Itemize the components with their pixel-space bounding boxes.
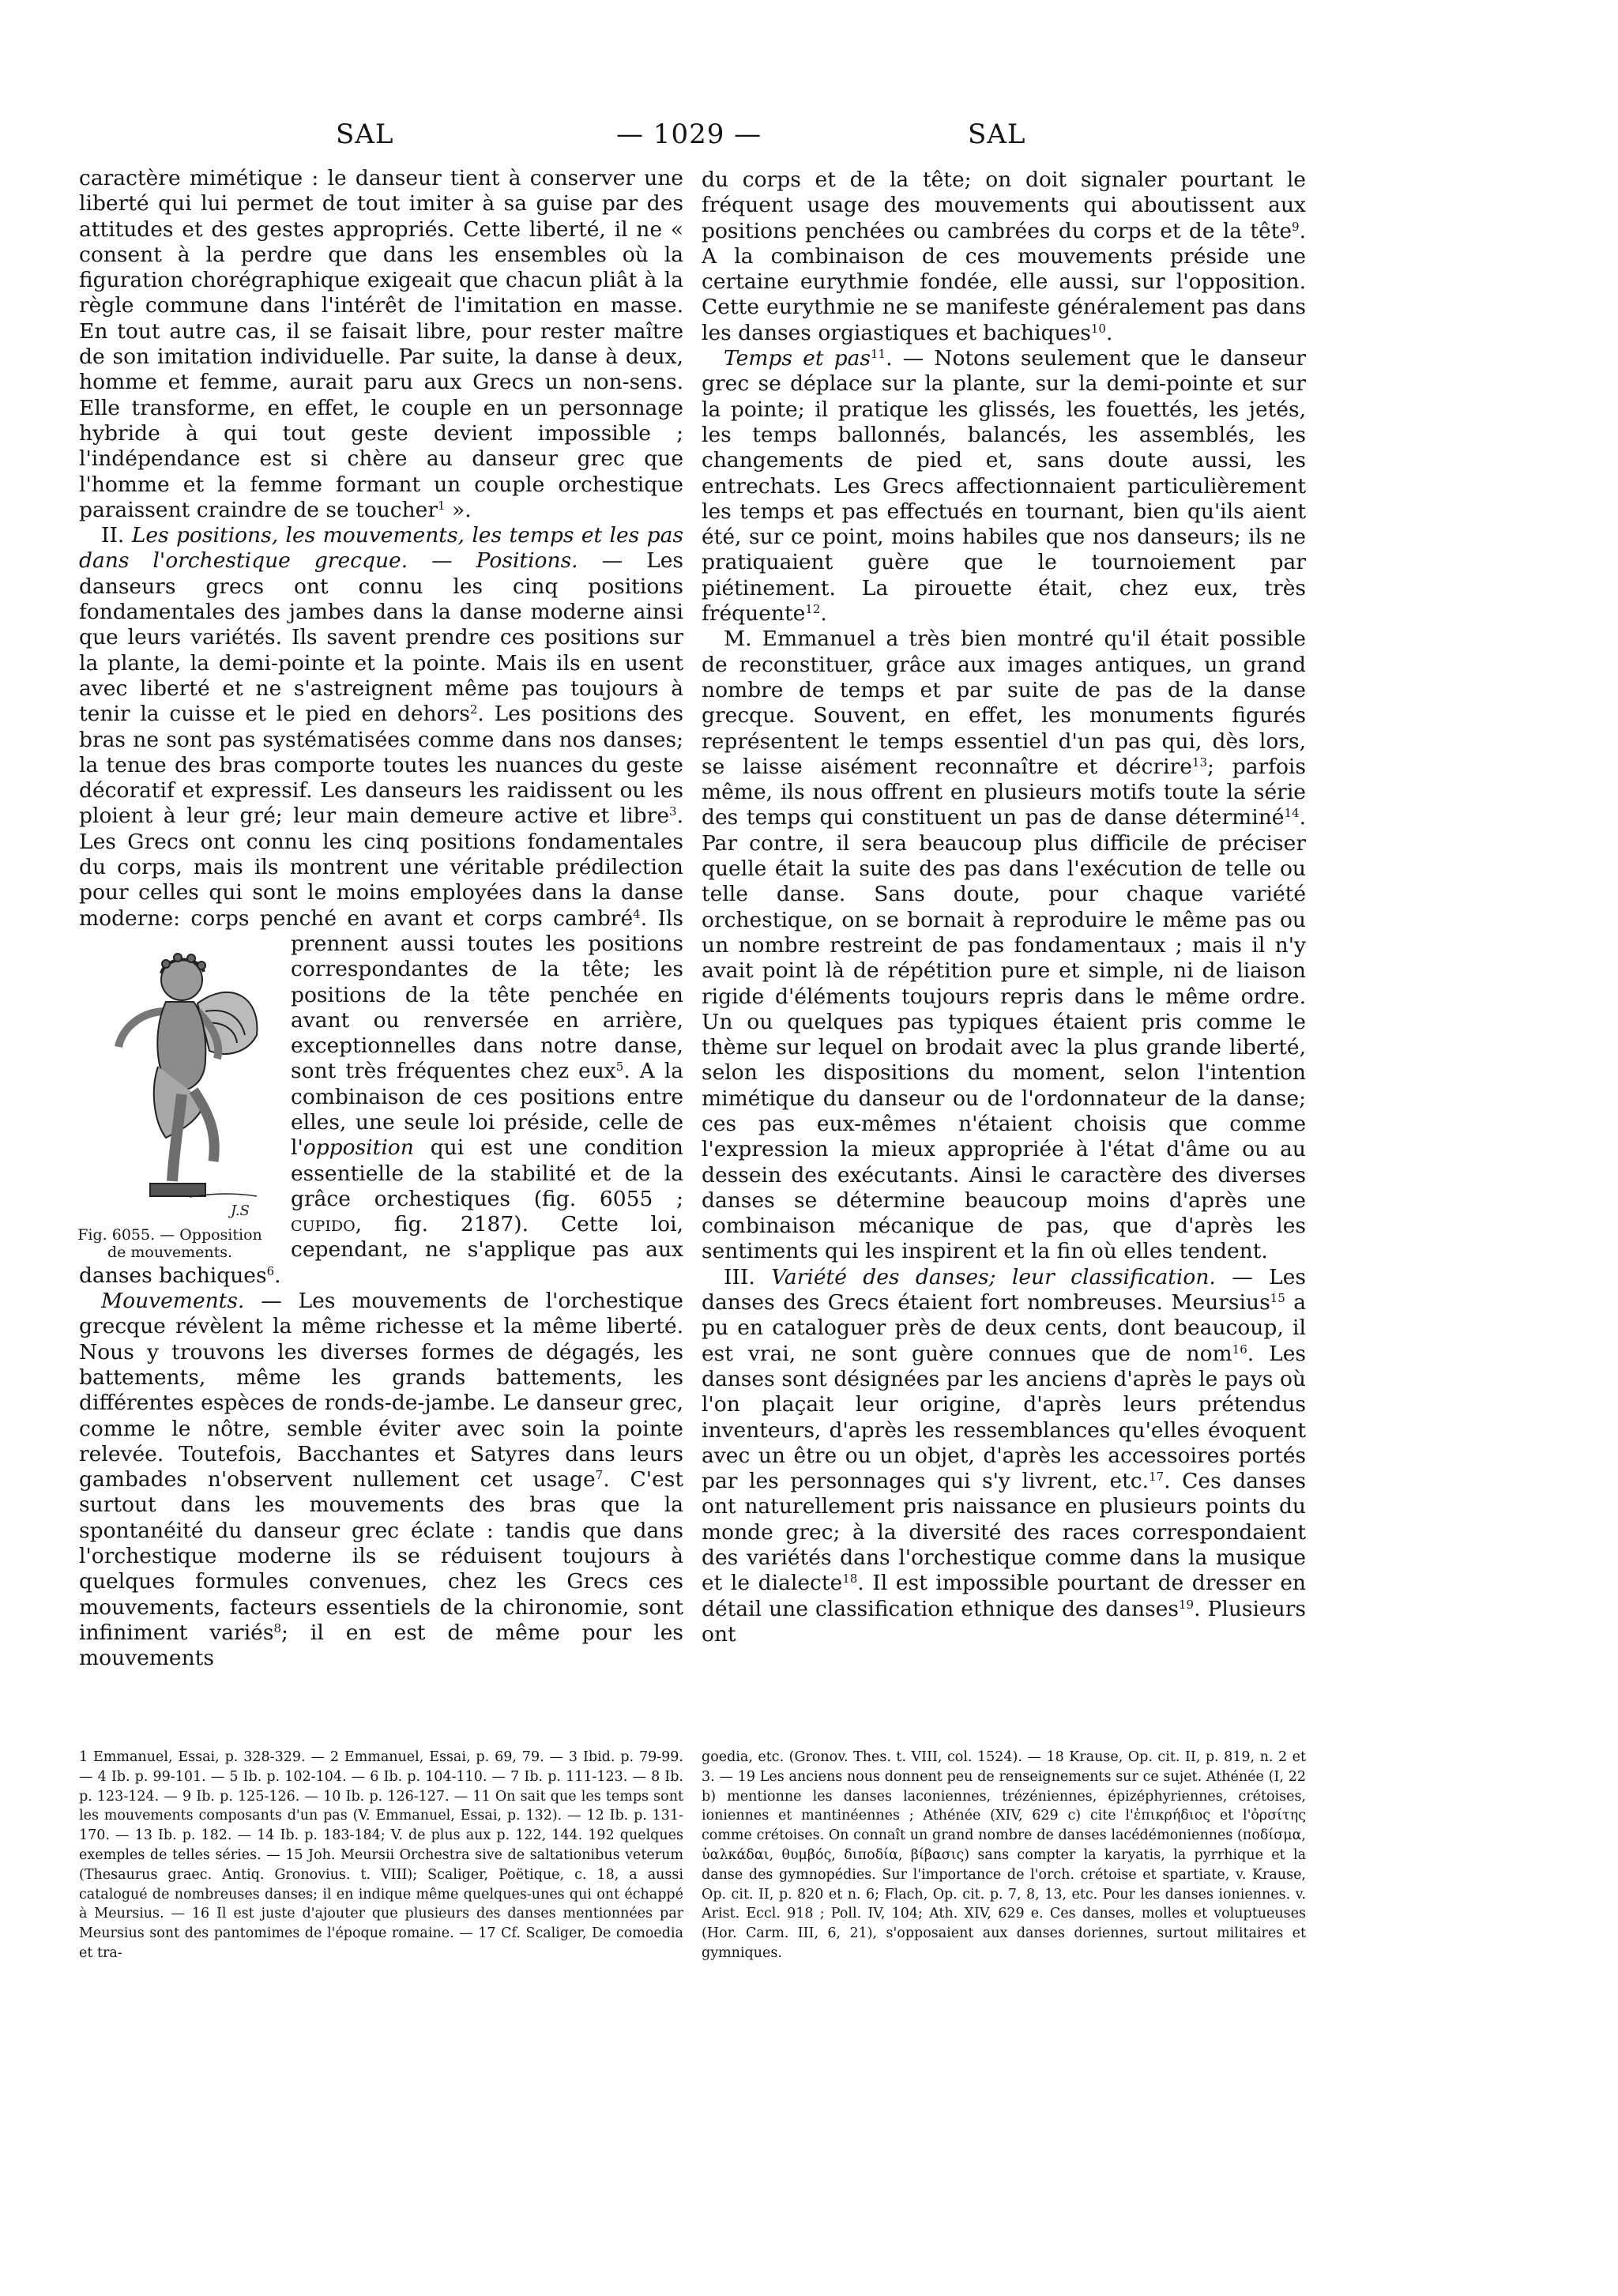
figure-caption: Fig. 6055. — Opposition de mouvements. (77, 1226, 262, 1261)
paragraph-mouvements: Mouvements. — Les mouvements de l'orchestique grecque révèlent la même richesse et la même liberté. Nous y trouvons les diverses formes de dégagés, les battements, même les grands battements, les différentes espèces de ronds-de-jambe. Le danseur grec, comme le nôtre, semble éviter avec soin la pointe relevée. Toutefois, Bacchantes et Satyres dans leurs gambades n'observent nullement cet usage$^7$. C'est surtout dans les mouvements des bras que la spontanéité du danseur grec éclate : tandis que dans l'orchestique moderne ils se réduisent toujours à quelques formules convenues, chez les Grecs ces mouvements, facteurs essentiels de la chironomie, sont infiniment variés$^8$; il en est de même pour les mouvements (79, 1289, 683, 1671)
figure-6055 (79, 932, 277, 1248)
dancing-cupid-illustration (79, 932, 277, 1225)
section-ii: II. Les positions, les mouvements, les temps et les pas dans l'orchestique grecque. — Positions. — Les danseurs grecs ont connu les cinq positions fondamentales des jambes dans la danse moderne ainsi que leurs variétés. Ils savent prendre ces positions sur la plante, la demi-pointe et la pointe. Mais ils en usent avec liberté et ne s'astreignent même pas toujours à tenir la cuisse et le pied en dehors$^2$. Les positions des bras ne sont pas systématisées comme dans nos danses; la tenue des bras comporte toutes les nuances du geste décoratif et expressif. Les danseurs les raidissent ou les ploient à leur gré; leur main demeure active et libre$^3$. Les Grecs ont connu les cinq positions fondamentales du corps, mais ils montrent une véritable prédilection pour celles qui sont le moins employées dans la danse moderne: corps penché en avant et corps cambré $^4$. Ils prennent aussi toutes les positions correspondantes de la tête; les positions de la tête penchée en avant ou renversée en arrière, exceptionnelles dans notre danse, sont très fréquentes chez eux$^5$. A la combinaison de ces positions entre elles, une seule loi préside, celle de l'opposition qui est une condition essentielle de la stabilité et de la grâce orchestiques (fig. 6055 ; cupido, fig. 2187). Cette loi, cependant, ne s'applique pas aux danses bachiques$^6$. (79, 523, 683, 1288)
figure-signature: J.S (231, 1203, 250, 1219)
footnotes-right: goedia, etc. (Gronov. Thes. t. VIII, col. 1524). — 18 Krause, Op. cit. II, p. 819, n. 2 et 3. — 19 Les anciens nous donnent peu de renseignements sur ce sujet. Athénée (I, 22 b) mentionne les danses laconiennes, trézéniennes, épizéphyriennes, crétoises, ioniennes et mantinéennes ; Athénée (XIV, 629 c) cite l'ἐπικρήδιος et l'ὀρσίτης comme crétoises. On connaît un grand nombre de danses lacédémoniennes (ποδίσμα, ὑαλκάδαι, θυμβός, διποδία, βίβασις) sans compter la karyatis, la pyrrhique et la danse des gymnopédies. Sur l'importance de l'orch. crétoise et spartiate, v. Krause, Op. cit. II, p. 820 et n. 6; Flach, Op. cit. p. 7, 8, 13, etc. Pour les danses ioniennes. v. Arist. Eccl. 918 ; Poll. IV, 104; Ath. XIV, 629 e. Ces danses, molles et voluptueuses (Hor. Carm. III, 6, 21), s'opposaient aux danses doriennes, surtout militaires et gymniques. (702, 1749, 1306, 1961)
right-column (702, 167, 1306, 1647)
paragraph: M. Emmanuel a très bien montré qu'il était possible de reconstituer, grâce aux images antiques, un grand nombre de temps et par suite de pas de la danse grecque. Souvent, en effet, les monuments figurés représentent le temps essentiel d'un pas qui, dès lors, se laisse aisément reconnaître et décrire$^{13}$; parfois même, ils nous offrent en plusieurs motifs toute la série des temps qui constituent un pas de danse déterminé$^{14}$. Par contre, il sera beaucoup plus difficile de préciser quelle était la suite des pas dans l'exécution de telle ou telle danse. Sans doute, pour chaque variété orchestique, on se bornait à reproduire le même pas ou un nombre restreint de pas fondamentaux ; mais il n'y avait point là de répétition pure et simple, ni de liaison rigide d'éléments toujours repris dans le même ordre. Un ou quelques pas typiques étaient pris comme le thème sur lequel on brodait avec la plus grande liberté, selon les dispositions du moment, selon l'intention mimétique du danseur ou de l'ordonnateur de la danse; ces pas eux-mêmes n'étaient choisis que comme l'expression la mieux appropriée à l'état d'âme ou au dessein des exécutants. Ainsi le caractère des diverses danses se détermine beaucoup moins d'après une combinaison mécanique de pas, que d'après les sentiments qui les inspirent et la fin où elles tendent. (702, 627, 1307, 1264)
left-column (79, 166, 683, 1672)
section-title: Variété des danses; leur classification. (771, 1264, 1216, 1289)
subsection-title-mouvements: Mouvements. (101, 1289, 245, 1314)
subsection-title-positions: Positions. (476, 548, 578, 574)
paragraph: caractère mimétique : le danseur tient à conserver une liberté qui lui permet de tout imiter à sa guise par des attitudes et des gestes appropriés. Cette liberté, il ne « consent à la perdre que dans les ensembles où la figuration chorégraphique exigeait que chacun pliât à la règle commune dans l'intérêt de l'imitation en masse. En tout autre cas, il se faisait libre, pour rester maître de son imitation individuelle. Par suite, la danse à deux, homme et femme, aurait paru aux Grecs un non-sens. Elle transforme, en effet, le couple en un personnage hybride à qui tout geste devient impossible ; l'indépendance est si chère au danseur grec que l'homme et la femme formant un couple orchestique paraissent craindre de se toucher$^1$ ». (79, 166, 683, 522)
paragraph-temps-et-pas: Temps et pas$^{11}$. — Notons seulement que le danseur grec se déplace sur la plante, sur la demi-pointe et sur la pointe; il pratique les glissés, les fouettés, les jetés, les temps ballonnés, balancés, les assemblés, les changements de pied et, sans doute aussi, les entrechats. Les Grecs affectionnaient particulièrement les temps et pas effectués en tournant, bien qu'ils aient été, sur ce point, moins habiles que nos danseurs; ils ne pratiquaient guère que le tournoiement par piétinement. La pirouette était, chez eux, très fréquente$^{12}$. (702, 346, 1306, 627)
section-title: Les positions, les mouvements, les temps et les pas dans l'orchestique grecque. (79, 523, 683, 574)
footnotes-left: 1 Emmanuel, Essai, p. 328-329. — 2 Emmanuel, Essai, p. 69, 79. — 3 Ibid. p. 79-99. — 4 Ib. p. 99-101. — 5 Ib. p. 102-104. — 6 Ib. p. 104-110. — 7 Ib. p. 111-123. — 8 Ib. p. 123-124. — 9 Ib. p. 125-126. — 10 Ib. p. 126-127. — 11 On sait que les temps sont les mouvements composants d'un pas (V. Emmanuel, Essai, p. 132). — 12 Ib. p. 131-170. — 13 Ib. p. 182. — 14 Ib. p. 183-184; V. de plus aux p. 122, 144. 192 quelques exemples de telles séries. — 15 Joh. Meursii Orchestra sive de saltationibus veterum (Thesaurus graec. Antiq. Gronovius. t. VIII); Scaliger, Poëtique, c. 18, a aussi catalogué de nombreuses danses; il en indique même quelques-unes qui ont échappé à Meursius. — 16 Il est juste d'ajouter que plusieurs des danses mentionnées par Meursius sont des pantomimes de l'époque romaine. — 17 Cf. Scaliger, De comoedia et tra- (79, 1749, 683, 1961)
section-iii: III. Variété des danses; leur classification. — Les danses des Grecs étaient fort nombreuses. Meursius$^{15}$ a pu en cataloguer près de deux cents, dont beaucoup, il est vrai, ne sont guère connues que de nom$^{16}$. Les danses sont désignées par les anciens d'après le pays où l'on plaçait leur origine, d'après leurs prétendus inventeurs, d'après les ressemblances qu'elles évoquent avec un être ou un objet, d'après les accessoires portés par les personnages qui s'y livrent, etc.$^{17}$. Ces danses ont naturellement pris naissance en plusieurs points du monde grec; à la diversité des races correspondaient des variétés dans l'orchestique comme dans la musique et le dialecte$^{18}$. Il est impossible pourtant de dresser en détail une classification ethnique des danses$^{19}$. Plusieurs ont (702, 1264, 1306, 1647)
subsection-title-temps: Temps et pas (724, 346, 871, 371)
running-head-right: SAL (968, 119, 1026, 150)
running-head-left: SAL (336, 119, 394, 150)
paragraph: du corps et de la tête; on doit signaler pourtant le fréquent usage des mouvements qui aboutissent aux positions penchées ou cambrées du corps et de la tête$^9$. A la combinaison de ces mouvements préside une certaine eurythmie fondée, elle aussi, sur l'opposition. Cette eurythmie ne se manifeste généralement pas dans les danses orgiastiques et bachiques$^{10}$. (702, 167, 1306, 345)
page-number: — 1029 — (616, 119, 762, 150)
